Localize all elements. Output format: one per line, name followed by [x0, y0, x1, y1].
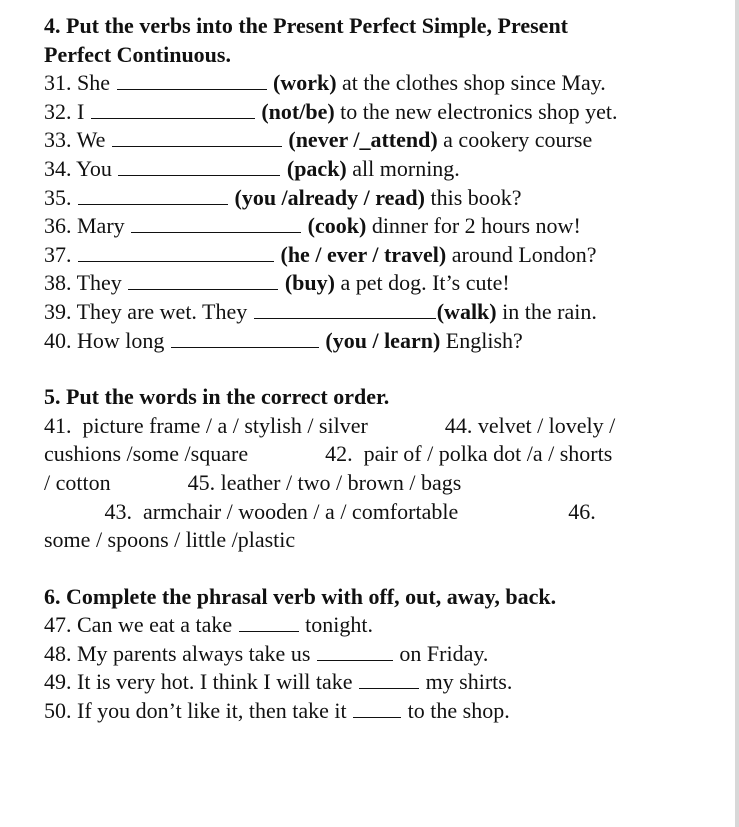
exercise-item-32: 32. I (not/be) to the new electronics shop yet.: [44, 98, 618, 124]
answer-blank[interactable]: [117, 69, 267, 90]
exercise-item-34: 34. You (pack) all morning.: [44, 155, 460, 181]
exercise-item-37: 37. (he / ever / travel) around London?: [44, 241, 597, 267]
answer-blank[interactable]: [131, 212, 301, 233]
exercise-4-heading-line2: Perfect Continuous.: [44, 41, 231, 67]
page-edge: [735, 0, 739, 827]
exercise-item-48: 48. My parents always take us on Friday.: [44, 640, 489, 666]
answer-blank[interactable]: [78, 184, 228, 205]
worksheet: [44, 12, 704, 726]
answer-blank[interactable]: [118, 155, 280, 176]
exercise-item-39: 39. They are wet. They (walk) in the rain.: [44, 298, 597, 324]
exercise-5: [44, 383, 704, 555]
answer-blank[interactable]: [254, 298, 436, 319]
answer-blank[interactable]: [78, 241, 274, 262]
exercise-item-40: 40. How long (you / learn) English?: [44, 327, 523, 353]
exercise-item-35: 35. (you /already / read) this book?: [44, 184, 522, 210]
exercise-item-36: 36. Mary (cook) dinner for 2 hours now!: [44, 213, 581, 239]
exercise-item-31: 31. She (work) at the clothes shop since May.: [44, 70, 606, 96]
answer-blank[interactable]: [128, 269, 278, 290]
word-order-line: 43. armchair / wooden / a / comfortable 46.: [44, 498, 596, 524]
word-order-line: 41. picture frame / a / stylish / silver 44. velvet / lovely /: [44, 412, 616, 438]
answer-blank[interactable]: [359, 668, 419, 689]
answer-blank[interactable]: [353, 697, 401, 718]
answer-blank[interactable]: [91, 98, 255, 119]
exercise-4-heading-line1: 4. Put the verbs into the Present Perfect Simple, Present: [44, 13, 569, 38]
answer-blank[interactable]: [171, 327, 319, 348]
word-order-line: cushions /some /square 42. pair of / polka dot /a / shorts: [44, 441, 613, 467]
word-order-line: / cotton 45. leather / two / brown / bags: [44, 469, 462, 495]
word-order-line: some / spoons / little /plastic: [44, 527, 296, 553]
answer-blank[interactable]: [317, 640, 393, 661]
exercise-5-heading: 5. Put the words in the correct order.: [44, 384, 390, 410]
answer-blank[interactable]: [239, 611, 299, 632]
answer-blank[interactable]: [112, 126, 282, 147]
exercise-item-33: 33. We (never /_attend) a cookery course: [44, 127, 593, 153]
exercise-item-50: 50. If you don’t like it, then take it to the shop.: [44, 698, 510, 724]
exercise-6: [44, 583, 704, 726]
exercise-item-47: 47. Can we eat a take tonight.: [44, 612, 373, 638]
exercise-item-49: 49. It is very hot. I think I will take my shirts.: [44, 669, 513, 695]
exercise-item-38: 38. They (buy) a pet dog. It’s cute!: [44, 270, 510, 296]
exercise-6-heading: 6. Complete the phrasal verb with off, out, away, back.: [44, 583, 557, 609]
exercise-4: [44, 12, 704, 355]
